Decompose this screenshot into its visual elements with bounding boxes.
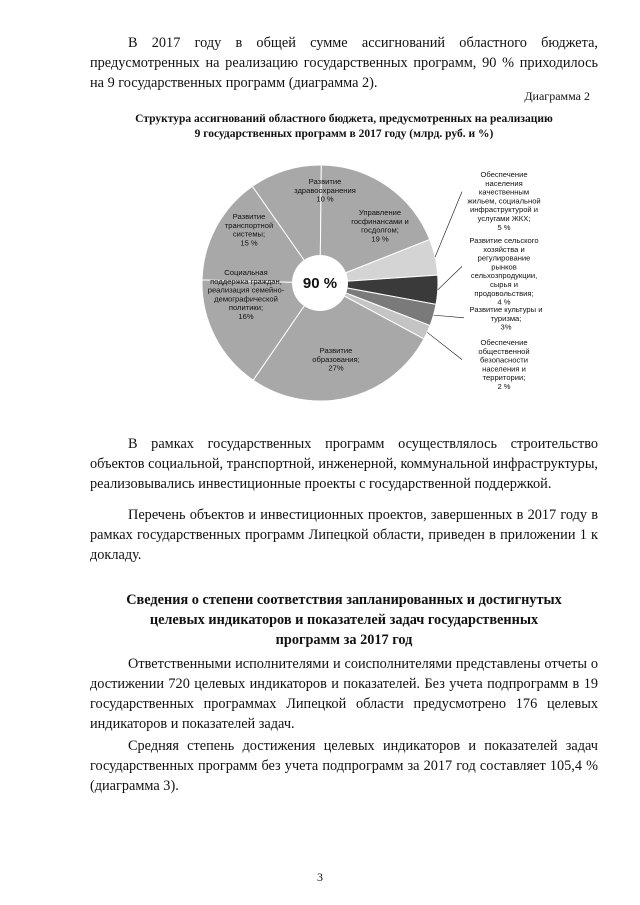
slice-label: Развитие культуры и туризма; 3% [469, 305, 543, 332]
body-paragraph-4-text: Средняя степень достижения целевых индикаторов и показателей задач государственных программ без учета подпрограмм за 2017 год составляет 105,4 % (диаграмма 3). [90, 738, 598, 794]
body-paragraph-2 [90, 505, 598, 565]
chart-title-line-2: 9 государственных программ в 2017 году (млрд. руб. и %) [194, 128, 494, 140]
leader-line [434, 315, 464, 318]
slice-label: Управление госфинансами и госдолгом; 19 % [351, 208, 409, 244]
slice-label: Развитие здравоохранения 10 % [294, 177, 356, 204]
section-title-line-2: целевых индикаторов и показателей задач государственных [149, 612, 539, 628]
section-title-line-3: программ за 2017 год [275, 632, 413, 648]
body-paragraph-4 [90, 736, 598, 796]
chart-title-line-1: Структура ассигнований областного бюджета, предусмотренных на реализацию [135, 113, 553, 125]
slice-label: Развитие транспортной системы; 15 % [224, 212, 274, 248]
section-title [92, 590, 596, 650]
slice-label: Обеспечение общественной безопасности населения и территории; 2 % [478, 338, 530, 391]
body-paragraph-3 [90, 654, 598, 734]
leader-line [438, 266, 462, 289]
body-paragraph-2-text: Перечень объектов и инвестиционных проектов, завершенных в 2017 году в рамках государственных программ Липецкой области, приведен в приложении 1 к докладу. [90, 507, 598, 563]
pie-center-label: 90 % [302, 275, 338, 292]
slice-label: Социальная поддержка граждан, реализация семейно-демографической политики; 16% [207, 268, 285, 321]
intro-text: В 2017 году в общей сумме ассигнований областного бюджета, предусмотренных на реализацию государственных программ, 90 % приходилось на 9 государственных программ (диаграмма 2). [90, 35, 598, 91]
slice-label: Развитие сельского хозяйства и регулирование рынков сельхозпродукции, сырья и продовольствия; 4 % [469, 236, 539, 307]
leader-line [427, 332, 462, 359]
page-number: 3 [317, 870, 323, 884]
slice-label: Обеспечение населения качественным жильем, социальной инфраструктурой и услугами ЖКХ; 5 % [467, 170, 541, 232]
slice-label: Развитие образования; 27% [312, 346, 360, 373]
chart-title [92, 112, 596, 142]
leader-line [435, 192, 462, 257]
body-paragraph-3-text: Ответственными исполнителями и соисполнителями представлены отчеты о достижении 720 целевых индикаторов и показателей. Без учета подпрограмм в 19 государственных программах Липецкой области предусмотрено 176 целевых индикаторов и показателей задач. [90, 656, 598, 732]
body-paragraph-1-text: В рамках государственных программ осуществлялось строительство объектов социальной, транспортной, инженерной, коммунальной инфраструктуры, реализовывались инвестиционные проекты с государственной поддержкой. [90, 436, 598, 492]
diagram-label: Диаграмма 2 [524, 89, 590, 103]
body-paragraph-1 [90, 434, 598, 494]
intro-paragraph [90, 33, 598, 93]
section-title-line-1: Сведения о степени соответствия запланированных и достигнутых [126, 592, 562, 608]
